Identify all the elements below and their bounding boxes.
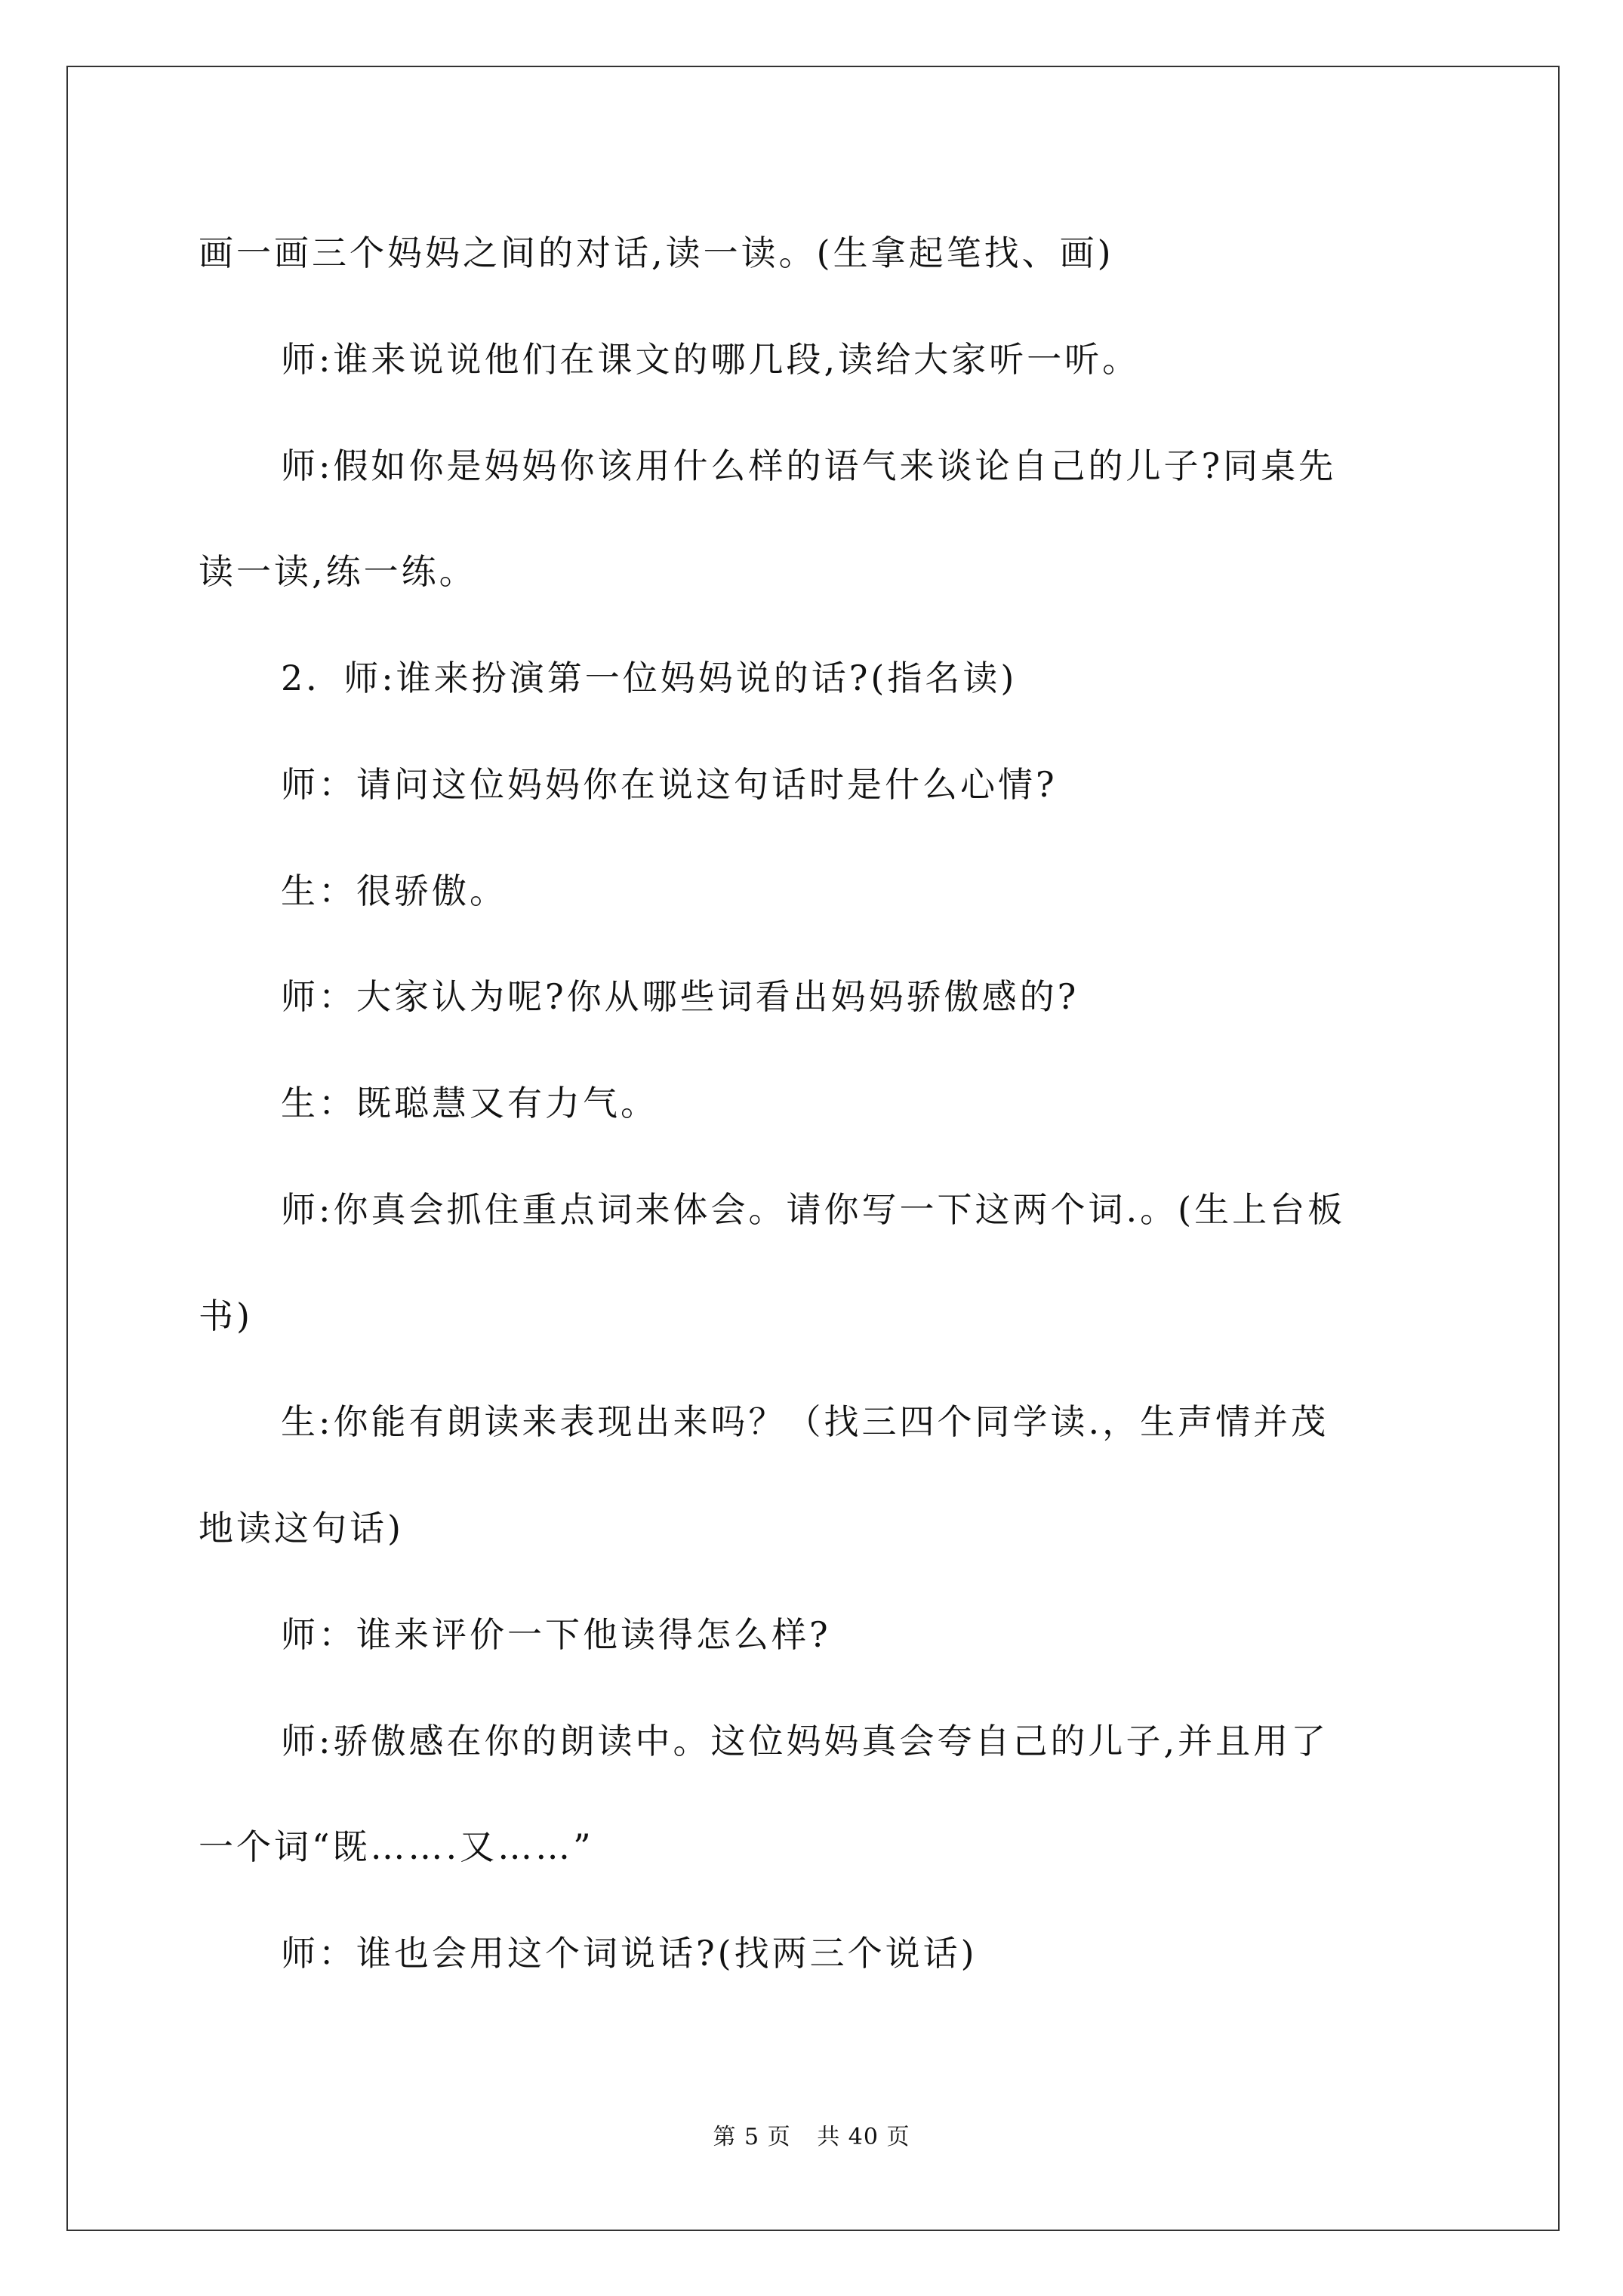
page-total: 共 40 页	[817, 2124, 910, 2150]
paragraph-line: 生:你能有朗读来表现出来吗？（找三四个同学读.，生声情并茂	[281, 1401, 1329, 1442]
paragraph-line: 师：谁来评价一下他读得怎么样?	[281, 1614, 831, 1655]
paragraph-line: 师：谁也会用这个词说话?(找两三个说话)	[281, 1933, 978, 1974]
paragraph-line: 2．师:谁来扮演第一位妈妈说的话?(指名读)	[281, 658, 1018, 698]
paragraph-line: 师:你真会抓住重点词来体会。请你写一下这两个词.。(生上台板	[281, 1189, 1346, 1230]
paragraph-line: 生：很骄傲。	[281, 871, 507, 911]
page-number: 第 5 页	[713, 2124, 791, 2150]
paragraph-line: 读一读,练一练。	[199, 551, 477, 592]
paragraph-line: 地读这句话)	[199, 1508, 404, 1549]
paragraph-line: 师:谁来说说他们在课文的哪几段,读给大家听一听。	[281, 339, 1141, 380]
paragraph-line: 师：请问这位妈妈你在说这句话时是什么心情?	[281, 764, 1058, 805]
paragraph-line: 师：大家认为呢?你从哪些词看出妈妈骄傲感的?	[281, 976, 1079, 1017]
paragraph-line: 画一画三个妈妈之间的对话,读一读。(生拿起笔找、画)	[199, 233, 1114, 273]
paragraph-line: 师:假如你是妈妈你该用什么样的语气来谈论自己的儿子?同桌先	[281, 445, 1337, 486]
paragraph-line: 师:骄傲感在你的朗读中。这位妈妈真会夸自己的儿子,并且用了	[281, 1721, 1329, 1761]
paragraph-line: 书)	[199, 1296, 253, 1336]
paragraph-line: 生：既聪慧又有力气。	[281, 1083, 658, 1123]
page-footer	[0, 2118, 1623, 2151]
paragraph-line: 一个词“既…….又……”	[199, 1826, 594, 1867]
